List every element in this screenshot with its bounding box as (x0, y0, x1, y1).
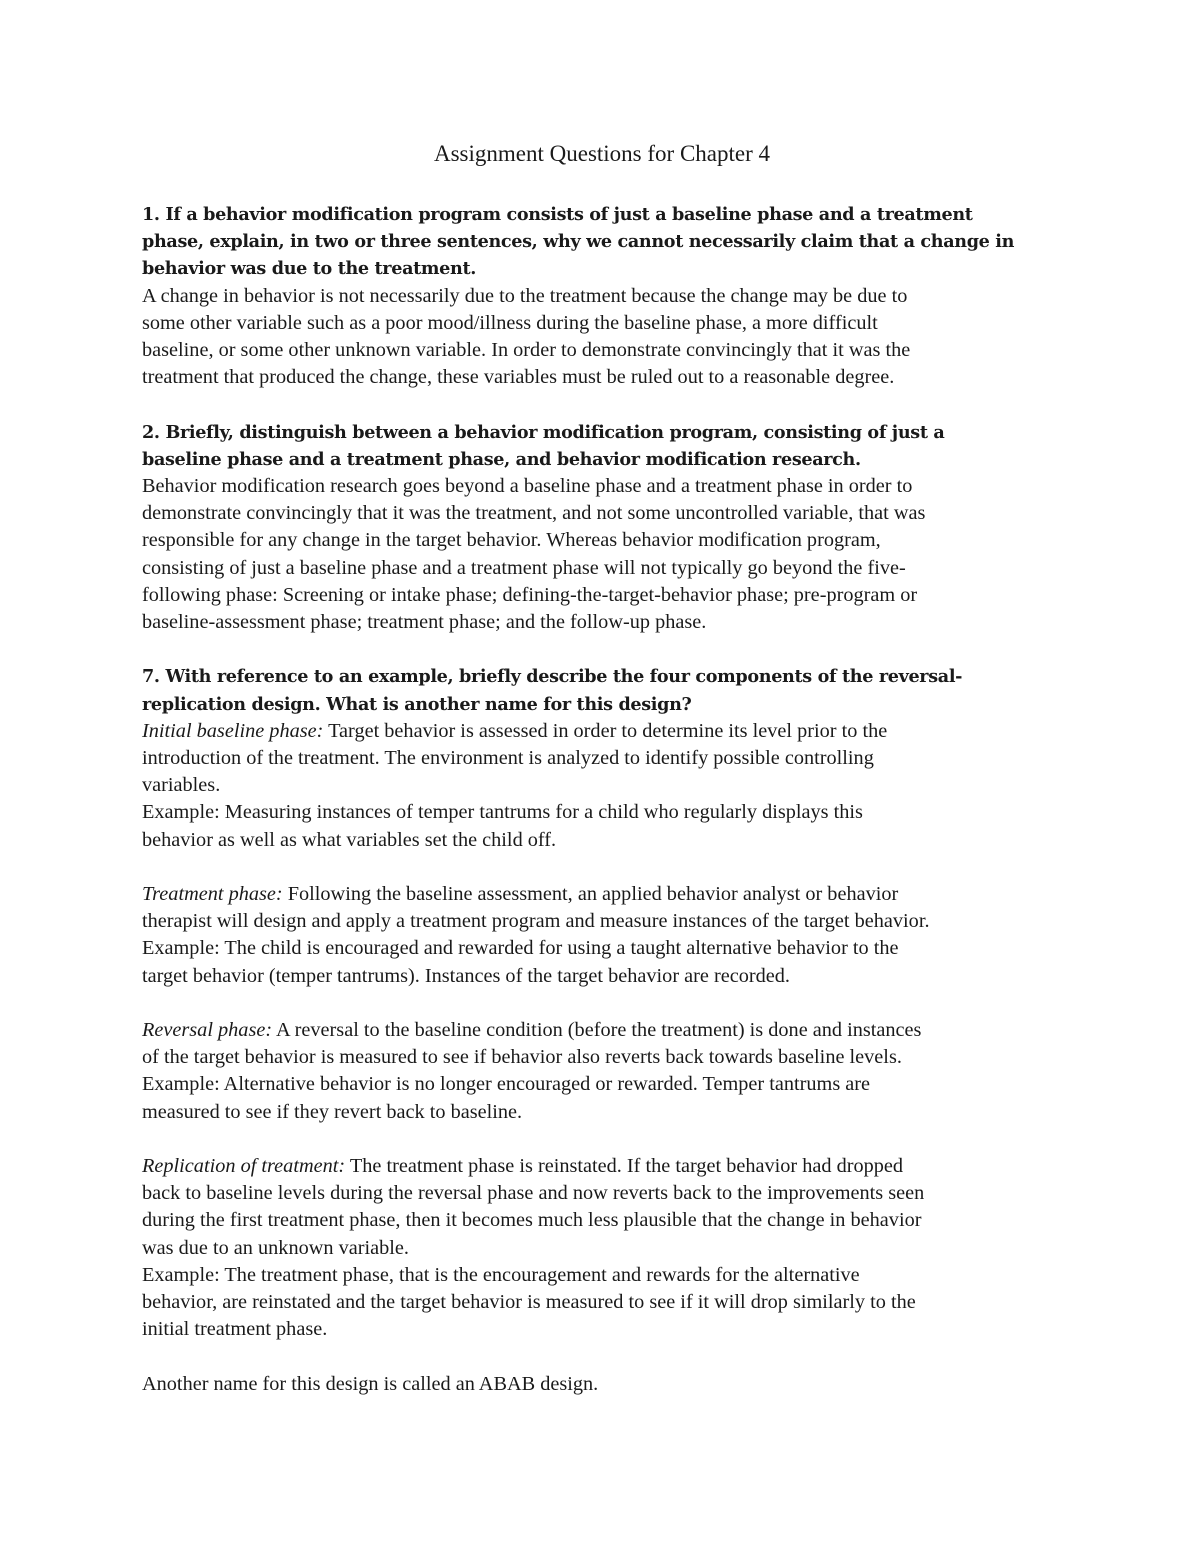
replication-line: initial treatment phase. (142, 1318, 328, 1341)
treatment-line: Example: The child is encouraged and rewarded for using a taught alternative behavior to the (142, 937, 899, 960)
replication-label: Replication of treatment: (142, 1155, 346, 1178)
initial-baseline-block (142, 718, 1062, 854)
reversal-line: measured to see if they revert back to baseline. (142, 1100, 523, 1123)
answer-2-line: responsible for any change in the target behavior. Whereas behavior modification program, (142, 529, 881, 552)
replication-text: The treatment phase is reinstated. If the target behavior had dropped (345, 1155, 904, 1178)
answer-1-line: treatment that produced the change, these variables must be ruled out to a reasonable degree. (142, 366, 895, 389)
replication-line: back to baseline levels during the reversal phase and now reverts back to the improvements seen (142, 1182, 925, 1205)
reversal-block (142, 1017, 1062, 1126)
question-2-line: 2. Briefly, distinguish between a behavior modification program, consisting of just a (142, 421, 945, 443)
question-1-line: phase, explain, in two or three sentences, why we cannot necessarily claim that a change in (142, 231, 1015, 253)
answer-1-line: A change in behavior is not necessarily due to the treatment because the change may be due to (142, 284, 908, 307)
initial-baseline-line: behavior as well as what variables set the child off. (142, 828, 557, 851)
replication-line: was due to an unknown variable. (142, 1236, 409, 1259)
replication-line: behavior, are reinstated and the target behavior is measured to see if it will drop similarly to the (142, 1291, 916, 1314)
reversal-first-line (142, 1017, 1062, 1044)
question-1-line: behavior was due to the treatment. (142, 258, 477, 280)
treatment-label: Treatment phase: (142, 883, 283, 906)
answer-1-line: baseline, or some other unknown variable. In order to demonstrate convincingly that it was the (142, 339, 911, 362)
replication-line: Example: The treatment phase, that is the encouragement and rewards for the alternative (142, 1263, 860, 1286)
initial-baseline-line: Example: Measuring instances of temper tantrums for a child who regularly displays this (142, 801, 863, 824)
question-7-section (142, 663, 1062, 1397)
reversal-text: A reversal to the baseline condition (before the treatment) is done and instances (272, 1019, 922, 1042)
question-7-line: replication design. What is another name for this design? (142, 693, 692, 715)
question-1-line: 1. If a behavior modification program consists of just a baseline phase and a treatment (142, 204, 973, 225)
answer-1-line: some other variable such as a poor mood/illness during the baseline phase, a more difficult (142, 311, 878, 334)
paragraph-spacer (142, 990, 1062, 1017)
initial-baseline-label: Initial baseline phase: (142, 719, 324, 742)
paragraph-spacer (142, 1343, 1062, 1370)
answer-2-line: baseline-assessment phase; treatment phase; and the follow-up phase. (142, 611, 707, 634)
initial-baseline-line: variables. (142, 774, 221, 797)
treatment-line: therapist will design and apply a treatment program and measure instances of the target behavior. (142, 910, 930, 933)
initial-baseline-first-line (142, 718, 1062, 745)
reversal-line: of the target behavior is measured to see if behavior also reverts back towards baseline levels. (142, 1046, 902, 1069)
reversal-line: Example: Alternative behavior is no longer encouraged or rewarded. Temper tantrums are (142, 1073, 871, 1096)
answer-2-line: consisting of just a baseline phase and a treatment phase will not typically go beyond the five- (142, 556, 906, 579)
treatment-block (142, 881, 1062, 990)
initial-baseline-text: Target behavior is assessed in order to determine its level prior to the (323, 719, 888, 742)
question-7-line: 7. With reference to an example, briefly describe the four components of the reversal- (142, 666, 963, 688)
answer-2-line: following phase: Screening or intake phase; defining-the-target-behavior phase; pre-program or (142, 583, 918, 606)
replication-block (142, 1153, 1062, 1343)
question-1-section (142, 201, 1062, 391)
document-page (142, 140, 1062, 1398)
paragraph-spacer (142, 1126, 1062, 1153)
paragraph-spacer (142, 854, 1062, 881)
answer-2-line: Behavior modification research goes beyond a baseline phase and a treatment phase in order to (142, 475, 913, 498)
paragraph-spacer (142, 391, 1062, 418)
document-title: Assignment Questions for Chapter 4 (433, 141, 770, 166)
treatment-text: Following the baseline assessment, an applied behavior analyst or behavior (282, 883, 899, 906)
treatment-first-line (142, 881, 1062, 908)
replication-line: during the first treatment phase, then it becomes much less plausible that the change in behavior (142, 1209, 922, 1232)
closing-line: Another name for this design is called an ABAB design. (142, 1372, 599, 1395)
replication-first-line (142, 1153, 1062, 1180)
initial-baseline-line: introduction of the treatment. The environment is analyzed to identify possible controlling (142, 747, 874, 770)
reversal-label: Reversal phase: (142, 1019, 273, 1042)
paragraph-spacer (142, 636, 1062, 663)
treatment-line: target behavior (temper tantrums). Instances of the target behavior are recorded. (142, 964, 790, 987)
question-2-line: baseline phase and a treatment phase, and behavior modification research. (142, 448, 861, 470)
question-2-section (142, 419, 1062, 637)
answer-2-line: demonstrate convincingly that it was the treatment, and not some uncontrolled variable, that was (142, 502, 926, 525)
